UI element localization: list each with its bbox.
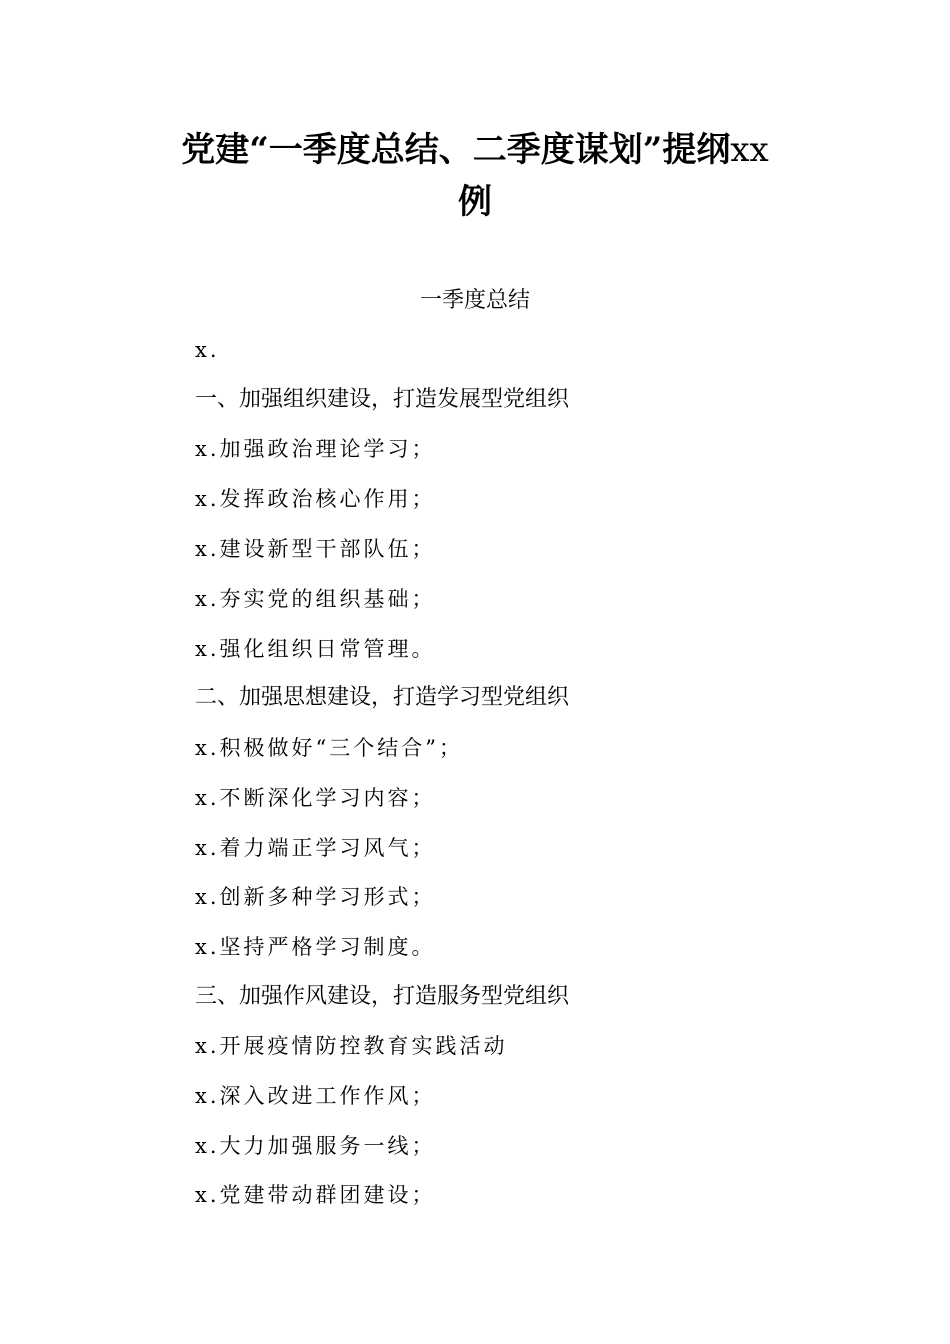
title-suffix: xx	[730, 130, 769, 170]
list-item: x.不断深化学习内容；	[195, 786, 436, 810]
list-item: x.发挥政治核心作用；	[195, 487, 436, 511]
list-item: x.开展疫情防控教育实践活动	[195, 1034, 508, 1058]
heading-workstyle: 三、加强作风建设，打造服务型党组织	[195, 984, 570, 1009]
list-item: x.夯实党的组织基础；	[195, 587, 436, 611]
heading-organization: 一、加强组织建设，打造发展型党组织	[195, 387, 570, 412]
list-item: x.坚持严格学习制度。	[195, 935, 436, 959]
list-item: x.建设新型干部队伍；	[195, 537, 436, 561]
heading-ideology: 二、加强思想建设，打造学习型党组织	[195, 685, 570, 710]
title-text: 党建“一季度总结、二季度谋划”提纲	[181, 130, 731, 170]
list-item: x.强化组织日常管理。	[195, 637, 436, 661]
list-item: x.深入改进工作作风；	[195, 1084, 436, 1108]
section-heading: 一季度总结	[419, 288, 530, 313]
list-item: x.党建带动群团建设；	[195, 1183, 436, 1207]
title-line-2: 例	[458, 182, 492, 222]
list-item: x.大力加强服务一线；	[195, 1134, 436, 1158]
title-line-1	[120, 124, 830, 176]
list-item: x.加强政治理论学习；	[195, 437, 436, 461]
list-item: x.积极做好“三个结合”；	[195, 736, 463, 760]
intro-line: x.	[195, 338, 220, 362]
list-item: x.创新多种学习形式；	[195, 885, 436, 909]
list-item: x.着力端正学习风气；	[195, 836, 436, 860]
document-title	[120, 124, 830, 228]
